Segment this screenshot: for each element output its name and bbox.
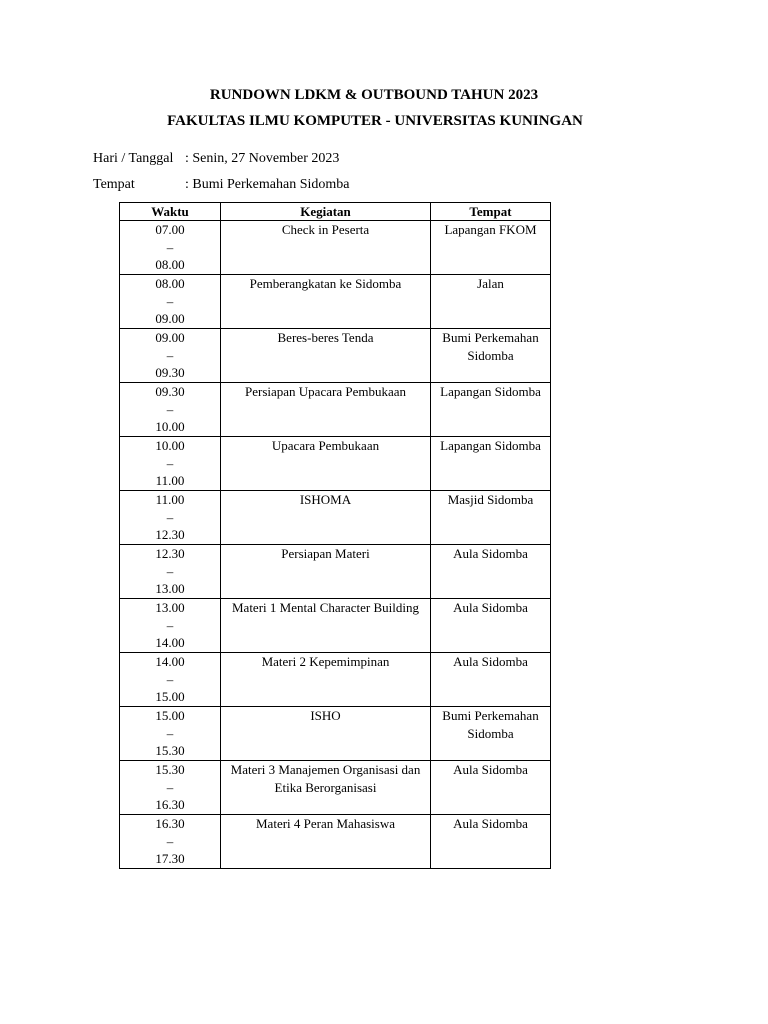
date-row	[93, 150, 339, 168]
end-time: 09.00	[155, 311, 185, 326]
tempat-cell: Lapangan Sidomba	[431, 383, 551, 437]
kegiatan-cell: Materi 2 Kepemimpinan	[221, 653, 431, 707]
table-row	[120, 761, 551, 815]
place-value: : Bumi Perkemahan Sidomba	[185, 177, 350, 192]
time-dash: –	[166, 347, 174, 363]
date-label: Hari / Tanggal	[93, 151, 174, 166]
end-time: 10.00	[155, 419, 185, 434]
tempat-cell: Bumi Perkemahan Sidomba	[431, 707, 551, 761]
kegiatan-cell: Beres-beres Tenda	[221, 329, 431, 383]
start-time: 16.30	[155, 816, 185, 831]
time-dash: –	[166, 563, 174, 579]
time-dash: –	[166, 239, 174, 255]
end-time: 15.30	[155, 743, 185, 758]
time-dash: –	[166, 779, 174, 795]
end-time: 14.00	[155, 635, 185, 650]
waktu-cell	[120, 545, 221, 599]
start-time: 12.30	[155, 546, 185, 561]
table-row	[120, 653, 551, 707]
start-time: 11.00	[155, 492, 185, 507]
table-row	[120, 275, 551, 329]
kegiatan-cell: Materi 4 Peran Mahasiswa	[221, 815, 431, 869]
tempat-cell: Bumi Perkemahan Sidomba	[431, 329, 551, 383]
place-row	[93, 176, 349, 194]
kegiatan-cell: ISHOMA	[221, 491, 431, 545]
end-time: 11.00	[155, 473, 185, 488]
end-time: 13.00	[155, 581, 185, 596]
table-row	[120, 599, 551, 653]
waktu-cell	[120, 707, 221, 761]
start-time: 13.00	[155, 600, 185, 615]
header-tempat: Tempat	[431, 203, 551, 221]
waktu-cell	[120, 275, 221, 329]
time-dash: –	[166, 509, 174, 525]
time-dash: –	[166, 671, 174, 687]
start-time: 10.00	[155, 438, 185, 453]
table-header-row	[120, 203, 551, 221]
tempat-cell: Lapangan Sidomba	[431, 437, 551, 491]
start-time: 15.30	[155, 762, 185, 777]
table-row	[120, 545, 551, 599]
kegiatan-cell: Persiapan Materi	[221, 545, 431, 599]
end-time: 16.30	[155, 797, 185, 812]
start-time: 09.30	[155, 384, 185, 399]
end-time: 08.00	[155, 257, 185, 272]
tempat-cell: Lapangan FKOM	[431, 221, 551, 275]
waktu-cell	[120, 491, 221, 545]
end-time: 12.30	[155, 527, 185, 542]
waktu-cell	[120, 815, 221, 869]
kegiatan-cell: Materi 1 Mental Character Building	[221, 599, 431, 653]
start-time: 14.00	[155, 654, 185, 669]
start-time: 09.00	[155, 330, 185, 345]
kegiatan-cell: Upacara Pembukaan	[221, 437, 431, 491]
start-time: 07.00	[155, 222, 185, 237]
tempat-cell: Aula Sidomba	[431, 653, 551, 707]
kegiatan-cell: Persiapan Upacara Pembukaan	[221, 383, 431, 437]
end-time: 15.00	[155, 689, 185, 704]
waktu-cell	[120, 329, 221, 383]
kegiatan-cell: Check in Peserta	[221, 221, 431, 275]
start-time: 08.00	[155, 276, 185, 291]
document-subtitle: FAKULTAS ILMU KOMPUTER - UNIVERSITAS KUNINGAN	[167, 113, 583, 129]
table-row	[120, 437, 551, 491]
start-time: 15.00	[155, 708, 185, 723]
tempat-cell: Aula Sidomba	[431, 761, 551, 815]
document-title: RUNDOWN LDKM & OUTBOUND TAHUN 2023	[209, 87, 539, 103]
end-time: 09.30	[155, 365, 185, 380]
tempat-cell: Aula Sidomba	[431, 545, 551, 599]
table-row	[120, 329, 551, 383]
tempat-cell: Masjid Sidomba	[431, 491, 551, 545]
time-dash: –	[166, 293, 174, 309]
schedule-body	[120, 221, 551, 869]
time-dash: –	[166, 455, 174, 471]
waktu-cell	[120, 221, 221, 275]
place-label: Tempat	[93, 177, 135, 192]
waktu-cell	[120, 437, 221, 491]
waktu-cell	[120, 653, 221, 707]
header-waktu: Waktu	[120, 203, 221, 221]
kegiatan-cell: Pemberangkatan ke Sidomba	[221, 275, 431, 329]
time-dash: –	[166, 833, 174, 849]
table-row	[120, 491, 551, 545]
table-row	[120, 815, 551, 869]
date-value: : Senin, 27 November 2023	[185, 151, 340, 166]
table-row	[120, 221, 551, 275]
time-dash: –	[166, 725, 174, 741]
time-dash: –	[166, 401, 174, 417]
kegiatan-cell: Materi 3 Manajemen Organisasi dan Etika Berorganisasi	[221, 761, 431, 815]
time-dash: –	[166, 617, 174, 633]
tempat-cell: Aula Sidomba	[431, 815, 551, 869]
table-row	[120, 383, 551, 437]
schedule-table	[119, 202, 551, 869]
waktu-cell	[120, 383, 221, 437]
header-kegiatan: Kegiatan	[221, 203, 431, 221]
tempat-cell: Aula Sidomba	[431, 599, 551, 653]
waktu-cell	[120, 599, 221, 653]
tempat-cell: Jalan	[431, 275, 551, 329]
table-row	[120, 707, 551, 761]
end-time: 17.30	[155, 851, 185, 866]
waktu-cell	[120, 761, 221, 815]
kegiatan-cell: ISHO	[221, 707, 431, 761]
